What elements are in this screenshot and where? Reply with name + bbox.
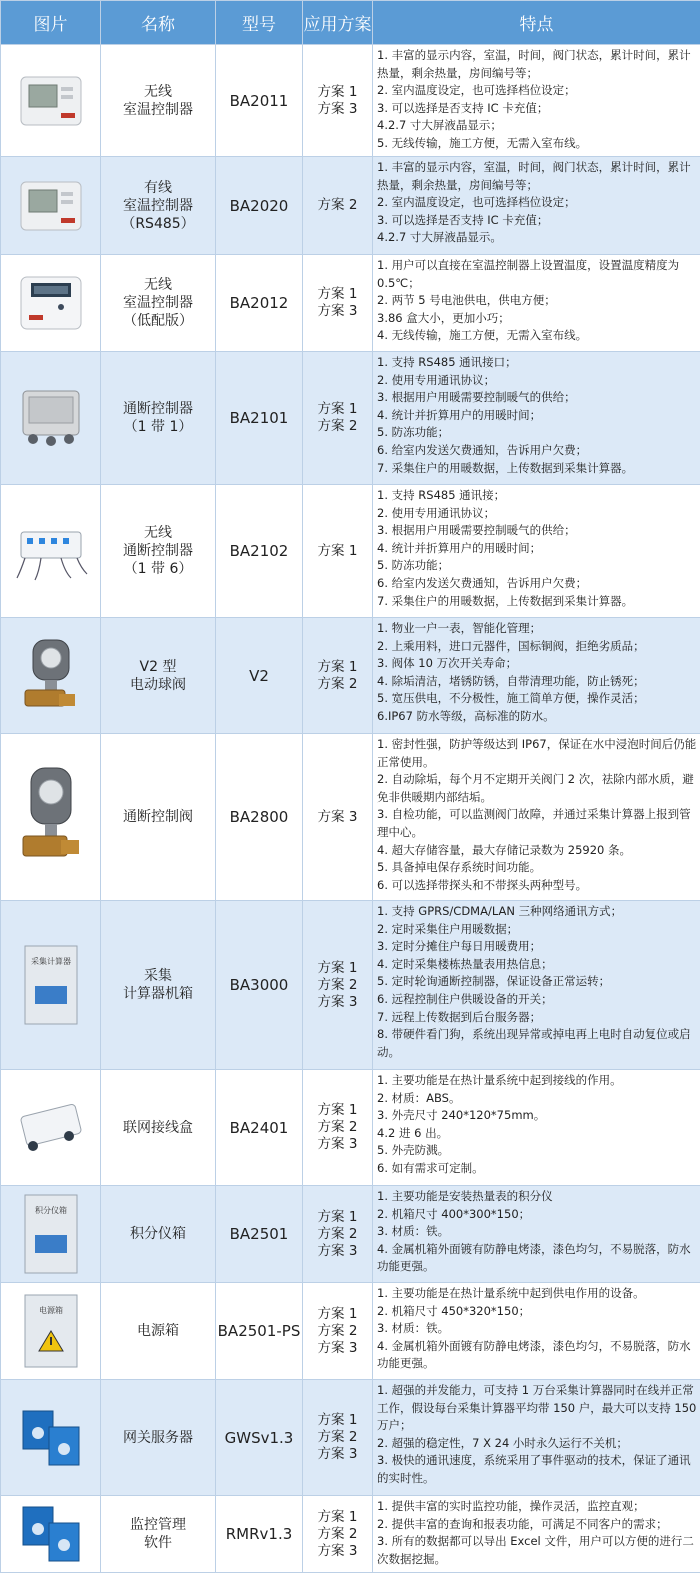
solution-item: 方案 1 (317, 1412, 358, 1428)
product-name-line: 联网接线盒 (123, 1119, 193, 1136)
table-row (1, 618, 700, 734)
feature-item: 5. 无线传输，施工方便，无需入室布线。 (377, 135, 588, 150)
application-solution (303, 255, 373, 352)
product-name-line: 室温控制器 (123, 197, 193, 214)
feature-item: 3. 可以选择是否支持 IC 卡充值； (377, 212, 549, 227)
product-name-line: （1 带 1） (123, 419, 193, 435)
product-name-line: 有线 (144, 179, 172, 196)
product-name (101, 1496, 216, 1573)
control-box-icon (1, 383, 100, 453)
application-solution (303, 157, 373, 255)
feature-item: 5. 定时轮询通断控制器，保证设备正常运转； (377, 974, 611, 989)
feature-item: 3. 外壳尺寸 240*120*75mm。 (377, 1108, 546, 1123)
feature-item: 2. 使用专用通讯协议； (377, 372, 496, 387)
feature-item: 5. 具备掉电保存系统时间功能。 (377, 860, 542, 875)
feature-item: 2. 超强的稳定性，7 X 24 小时永久运行不关机； (377, 1435, 628, 1450)
feature-item: 8. 带硬件看门狗，系统出现异常或掉电再上电时自动复位或启动。 (377, 1027, 691, 1059)
feature-item: 1. 丰富的显示内容，室温，时间，阀门状态，累计时间，累计热量，剩余热量，房间编号等； (377, 48, 691, 80)
feature-item: 2. 上乘用料，进口元器件，国标铜阀，拒绝劣质品； (377, 638, 645, 653)
solution-item: 方案 2 (317, 1225, 358, 1242)
feature-item: 5. 防冻功能； (377, 425, 450, 440)
feature-item: 5. 外壳防溅。 (377, 1143, 450, 1158)
svg-text:积分仪箱: 积分仪箱 (34, 1206, 67, 1215)
table-row (1, 45, 700, 157)
feature-item: 4. 统计并折算用户的用暖时间； (377, 540, 542, 555)
product-features (373, 901, 700, 1070)
feature-item: 3. 材质：铁。 (377, 1321, 450, 1336)
feature-item: 1. 丰富的显示内容，室温，时间，阀门状态，累计时间，累计热量，剩余热量，房间编号等； (377, 160, 691, 192)
product-name-line: 采集 (144, 968, 172, 984)
header-row (1, 1, 700, 45)
feature-item: 1. 物业一户一表，智能化管理； (377, 621, 542, 635)
feature-item: 2. 定时采集住户用暖数据； (377, 921, 519, 936)
product-name-line: 通断控制器 (123, 401, 193, 417)
feature-item: 1. 支持 RS485 通讯接； (377, 488, 506, 502)
feature-item: 7. 采集住户的用暖数据，上传数据到采集计算器。 (377, 593, 634, 608)
product-name-line: 软件 (144, 1535, 172, 1551)
feature-item: 3. 自检功能，可以监测阀门故障，并通过采集计算器上报到管理中心。 (377, 807, 691, 839)
product-name (101, 45, 216, 157)
product-features (373, 485, 700, 618)
feature-item: 6. 给室内发送欠费通知，告诉用户欠费； (377, 575, 588, 590)
product-name-line: 计算器机箱 (123, 986, 193, 1002)
solution-item: 方案 3 (317, 1339, 358, 1356)
product-image (1, 45, 101, 157)
wall-thermostat-icon (1, 178, 100, 234)
ball-valve-icon (1, 636, 100, 716)
header-features: 特点 (373, 1, 700, 45)
feature-item: 7. 采集住户的用暖数据，上传数据到采集计算器。 (377, 460, 634, 475)
product-name-line: （低配版） (123, 313, 193, 329)
feature-item: 6. 可以选择带探头和不带探头两种型号。 (377, 877, 588, 892)
solution-item: 方案 1 (317, 1508, 358, 1525)
wall-thermostat-icon (1, 73, 100, 129)
feature-item: 1. 提供丰富的实时监控功能，操作灵活，监控直观； (377, 1499, 645, 1513)
solution-item: 方案 2 (317, 1525, 358, 1542)
header-solution: 应用方案 (303, 1, 373, 45)
feature-item: 2. 机箱尺寸 400*300*150； (377, 1206, 531, 1221)
junction-box-icon (1, 1096, 100, 1160)
solution-item: 方案 2 (317, 1119, 358, 1135)
header-model: 型号 (216, 1, 303, 45)
feature-item: 1. 主要功能是安装热量表的积分仪 (377, 1189, 553, 1203)
feature-item: 4. 金属机箱外面镀有防静电烤漆，漆色均匀，不易脱落，防水功能更强。 (377, 1241, 691, 1274)
product-features (373, 1496, 700, 1573)
feature-item: 1. 用户可以直接在室温控制器上设置温度，设置温度精度为 0.5℃； (377, 258, 680, 290)
product-image (1, 618, 101, 734)
product-name-line: （1 带 6） (123, 561, 193, 577)
multi-controller-icon (1, 518, 100, 584)
product-image (1, 352, 101, 485)
product-model: BA2011 (216, 45, 303, 157)
solution-item: 方案 1 (317, 959, 358, 976)
feature-item: 4. 金属机箱外面镀有防静电烤漆，漆色均匀，不易脱落，防水功能更强。 (377, 1338, 691, 1371)
feature-item: 3. 根据用户用暖需要控制暖气的供给； (377, 523, 576, 538)
product-name-line: V2 型 (139, 658, 177, 675)
product-image (1, 255, 101, 352)
power-box-icon (1, 1291, 100, 1371)
solution-item: 方案 2 (317, 1322, 358, 1339)
feature-item: 4. 统计并折算用户的用暖时间； (377, 407, 542, 422)
solution-item: 方案 2 (317, 675, 358, 692)
feature-item: 2. 提供丰富的查询和报表功能，可满足不同客户的需求； (377, 1516, 668, 1531)
on-off-valve-icon (1, 762, 100, 872)
product-name (101, 1380, 216, 1496)
product-model: BA2020 (216, 157, 303, 255)
solution-item: 方案 1 (317, 542, 358, 559)
feature-item: 2. 材质：ABS。 (377, 1090, 461, 1105)
solution-item: 方案 1 (317, 83, 358, 100)
solution-item: 方案 1 (317, 286, 358, 302)
product-name-line: 室温控制器 (123, 295, 193, 311)
feature-item: 6. 远程控制住户供暖设备的开关； (377, 991, 553, 1006)
feature-item: 1. 主要功能是在热计量系统中起到供电作用的设备。 (377, 1286, 645, 1300)
product-model: BA3000 (216, 901, 303, 1070)
feature-item: 1. 主要功能是在热计量系统中起到接线的作用。 (377, 1073, 622, 1087)
feature-item: 4. 无线传输，施工方便，无需入室布线。 (377, 328, 588, 343)
solution-item: 方案 1 (317, 658, 358, 675)
product-image (1, 1496, 101, 1573)
solution-item: 方案 1 (317, 1208, 358, 1225)
product-name-line: 无线 (144, 277, 172, 293)
solution-item: 方案 2 (317, 1429, 358, 1445)
feature-item: 2. 自动除垢，每个月不定期开关阀门 2 次，祛除内部水质，避免非供暖期内部结垢。 (377, 772, 694, 804)
product-model: RMRv1.3 (216, 1496, 303, 1573)
solution-item: 方案 3 (317, 808, 358, 825)
feature-item: 2. 机箱尺寸 450*320*150； (377, 1303, 531, 1318)
product-model: BA2501-PS (216, 1283, 303, 1380)
feature-item: 2. 两节 5 号电池供电，供电方便； (377, 293, 556, 308)
product-model: V2 (216, 618, 303, 734)
solution-item: 方案 2 (317, 197, 358, 213)
table-row (1, 1186, 700, 1283)
product-model: BA2401 (216, 1070, 303, 1186)
feature-item: 3.86 盒大小，更加小巧； (377, 310, 510, 325)
table-row (1, 352, 700, 485)
product-image (1, 734, 101, 901)
product-name-line: 无线 (144, 525, 172, 541)
solution-item: 方案 1 (317, 1305, 358, 1322)
application-solution (303, 901, 373, 1070)
application-solution (303, 485, 373, 618)
application-solution (303, 1186, 373, 1283)
product-features (373, 157, 700, 255)
feature-item: 6. 如有需求可定制。 (377, 1160, 484, 1175)
feature-item: 2. 使用专用通讯协议； (377, 505, 496, 520)
table-row (1, 255, 700, 352)
product-image (1, 1380, 101, 1496)
product-image (1, 901, 101, 1070)
feature-item: 2. 室内温度设定，也可选择档位设定； (377, 195, 576, 210)
product-image (1, 485, 101, 618)
feature-item: 4.2.7 寸大屏液晶显示。 (377, 230, 502, 245)
cabinet-icon (1, 1191, 100, 1277)
feature-item: 6. 给室内发送欠费通知，告诉用户欠费； (377, 442, 588, 457)
product-name-line: 监控管理 (130, 1517, 186, 1533)
feature-item: 4. 定时采集楼栋热量表用热信息； (377, 956, 553, 971)
product-features (373, 352, 700, 485)
product-name (101, 618, 216, 734)
solution-item: 方案 3 (317, 100, 358, 117)
product-features (373, 1380, 700, 1496)
product-name (101, 352, 216, 485)
solution-item: 方案 1 (317, 401, 358, 417)
feature-item: 3. 极快的通讯速度，系统采用了事件驱动的技术，保证了通讯的实时性。 (377, 1453, 691, 1485)
product-model: BA2501 (216, 1186, 303, 1283)
application-solution (303, 45, 373, 157)
feature-item: 6.IP67 防水等级，高标准的防水。 (377, 708, 555, 723)
table-row (1, 485, 700, 618)
feature-item: 3. 材质：铁。 (377, 1224, 450, 1239)
product-features (373, 1186, 700, 1283)
product-image (1, 1186, 101, 1283)
product-features (373, 734, 700, 901)
application-solution (303, 1283, 373, 1380)
table-row (1, 1283, 700, 1380)
feature-item: 1. 密封性强，防护等级达到 IP67，保证在水中浸泡时间后仍能正常使用。 (377, 737, 697, 769)
solution-item: 方案 3 (317, 1446, 358, 1462)
application-solution (303, 352, 373, 485)
product-name (101, 157, 216, 255)
product-model: GWSv1.3 (216, 1380, 303, 1496)
product-features (373, 255, 700, 352)
product-features (373, 618, 700, 734)
application-solution (303, 734, 373, 901)
feature-item: 3. 阀体 10 万次开关寿命； (377, 656, 518, 671)
solution-item: 方案 1 (317, 1102, 358, 1118)
header-name: 名称 (101, 1, 216, 45)
feature-item: 2. 室内温度设定，也可选择档位设定； (377, 83, 576, 98)
product-features (373, 1283, 700, 1380)
feature-item: 3. 所有的数据都可以导出 Excel 文件，用户可以方便的进行二次数据挖掘。 (377, 1534, 694, 1566)
application-solution (303, 1070, 373, 1186)
thermostat-lcd-icon (1, 273, 100, 333)
product-name (101, 1186, 216, 1283)
feature-item: 5. 宽压供电，不分极性，施工简单方便，操作灵活； (377, 691, 645, 706)
svg-text:采集计算器: 采集计算器 (30, 957, 71, 966)
solution-item: 方案 3 (317, 303, 358, 319)
product-name-line: 电动球阀 (130, 676, 186, 693)
product-name (101, 255, 216, 352)
product-image (1, 1283, 101, 1380)
feature-item: 1. 支持 GPRS/CDMA/LAN 三种网络通讯方式； (377, 904, 623, 918)
product-name (101, 901, 216, 1070)
product-name-line: 无线 (144, 83, 172, 100)
table-row (1, 1070, 700, 1186)
product-name-line: 积分仪箱 (130, 1226, 186, 1242)
software-box-icon (1, 1403, 100, 1473)
table-row (1, 1380, 700, 1496)
feature-item: 5. 防冻功能； (377, 558, 450, 573)
feature-item: 4.2 进 6 出。 (377, 1125, 449, 1140)
product-model: BA2012 (216, 255, 303, 352)
product-name-line: 网关服务器 (123, 1429, 193, 1446)
cabinet-icon (1, 942, 100, 1028)
product-model: BA2101 (216, 352, 303, 485)
feature-item: 3. 定时分摊住户每日用暖费用； (377, 939, 542, 954)
feature-item: 3. 根据用户用暖需要控制暖气的供给； (377, 390, 576, 405)
product-name (101, 1070, 216, 1186)
feature-item: 4.2.7 寸大屏液晶显示； (377, 118, 502, 133)
application-solution (303, 1496, 373, 1573)
solution-item: 方案 2 (317, 418, 358, 434)
application-solution (303, 618, 373, 734)
product-model: BA2102 (216, 485, 303, 618)
solution-item: 方案 2 (317, 976, 358, 993)
software-box-icon (1, 1499, 100, 1569)
product-name-line: 室温控制器 (123, 101, 193, 118)
feature-item: 1. 支持 RS485 通讯接口； (377, 355, 517, 369)
product-name-line: 电源箱 (137, 1323, 179, 1339)
solution-item: 方案 3 (317, 1542, 358, 1559)
solution-item: 方案 3 (317, 1242, 358, 1259)
product-name-line: 通断控制阀 (123, 809, 193, 825)
table-row (1, 1496, 700, 1573)
svg-text:电源箱: 电源箱 (38, 1306, 63, 1315)
header-image: 图片 (1, 1, 101, 45)
product-name (101, 1283, 216, 1380)
feature-item: 4. 超大存储容量，最大存储记录数为 25920 条。 (377, 842, 632, 857)
product-features (373, 45, 700, 157)
solution-item: 方案 3 (317, 1136, 358, 1152)
product-image (1, 157, 101, 255)
product-name (101, 485, 216, 618)
table-row (1, 157, 700, 255)
feature-item: 1. 超强的并发能力，可支持 1 万台采集计算器同时在线并正常工作，假设每台采集计算器平均带 150 户，最大可以支持 150 万户； (377, 1383, 697, 1433)
product-name-line: （RS485） (121, 215, 195, 232)
feature-item: 7. 远程上传数据到后台服务器； (377, 1009, 542, 1024)
application-solution (303, 1380, 373, 1496)
product-image (1, 1070, 101, 1186)
product-name (101, 734, 216, 901)
feature-item: 4. 除垢清洁，堵锈防锈，自带清理功能，防止锈死； (377, 673, 645, 688)
feature-item: 3. 可以选择是否支持 IC 卡充值； (377, 100, 549, 115)
table-row (1, 734, 700, 901)
solution-item: 方案 3 (317, 993, 358, 1010)
product-name-line: 通断控制器 (123, 543, 193, 559)
product-features (373, 1070, 700, 1186)
product-model: BA2800 (216, 734, 303, 901)
table-row (1, 901, 700, 1070)
